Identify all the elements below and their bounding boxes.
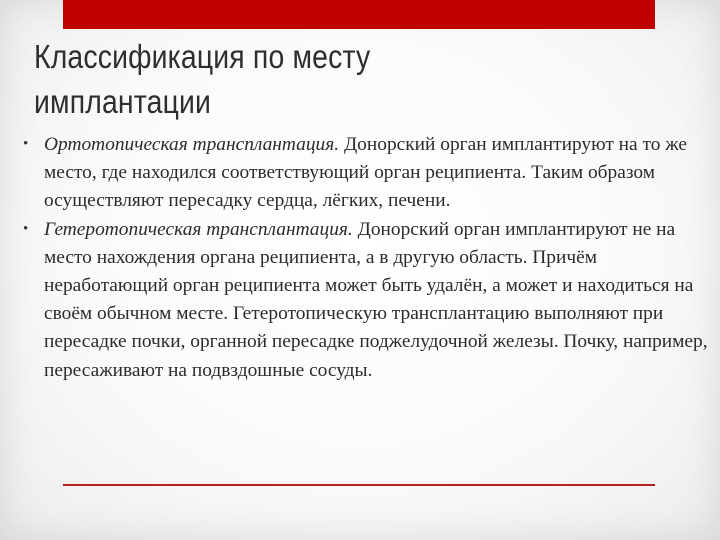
bullet-term: Ортотопическая трансплантация. (44, 134, 344, 155)
bullet-text: Донорский орган имплантируют не на место нахождения органа реципиента, а в другую область. Причём неработающий орган реципиента может быть удалён, а может и находиться на своём обычном месте. Гетеротопическую трансплантацию выполняют при пересадке почки, органной пересадке поджелудочной железы. Почку, например, пересаживают на подвздошные сосуды. (44, 218, 708, 381)
bullet-dot-icon: • (23, 220, 29, 237)
bullet-list (22, 131, 712, 385)
slide-title (34, 34, 584, 124)
top-accent-bar (63, 0, 655, 29)
bullet-term: Гетеротопическая трансплантация. (44, 218, 358, 240)
title-line-2: имплантации (34, 83, 212, 120)
bottom-accent-line (63, 484, 655, 486)
bullet-item-heterotopic (22, 216, 712, 385)
bullet-item-orthotopic (22, 131, 712, 216)
bullet-dot-icon: • (23, 136, 29, 152)
title-line-1: Классификация по месту (34, 38, 371, 75)
bullet-text: Донорский орган имплантируют на то же место, где находился соответствующий орган реципиента. Таким образом осуществляют пересадку сердца, лёгких, печени. (44, 134, 688, 212)
